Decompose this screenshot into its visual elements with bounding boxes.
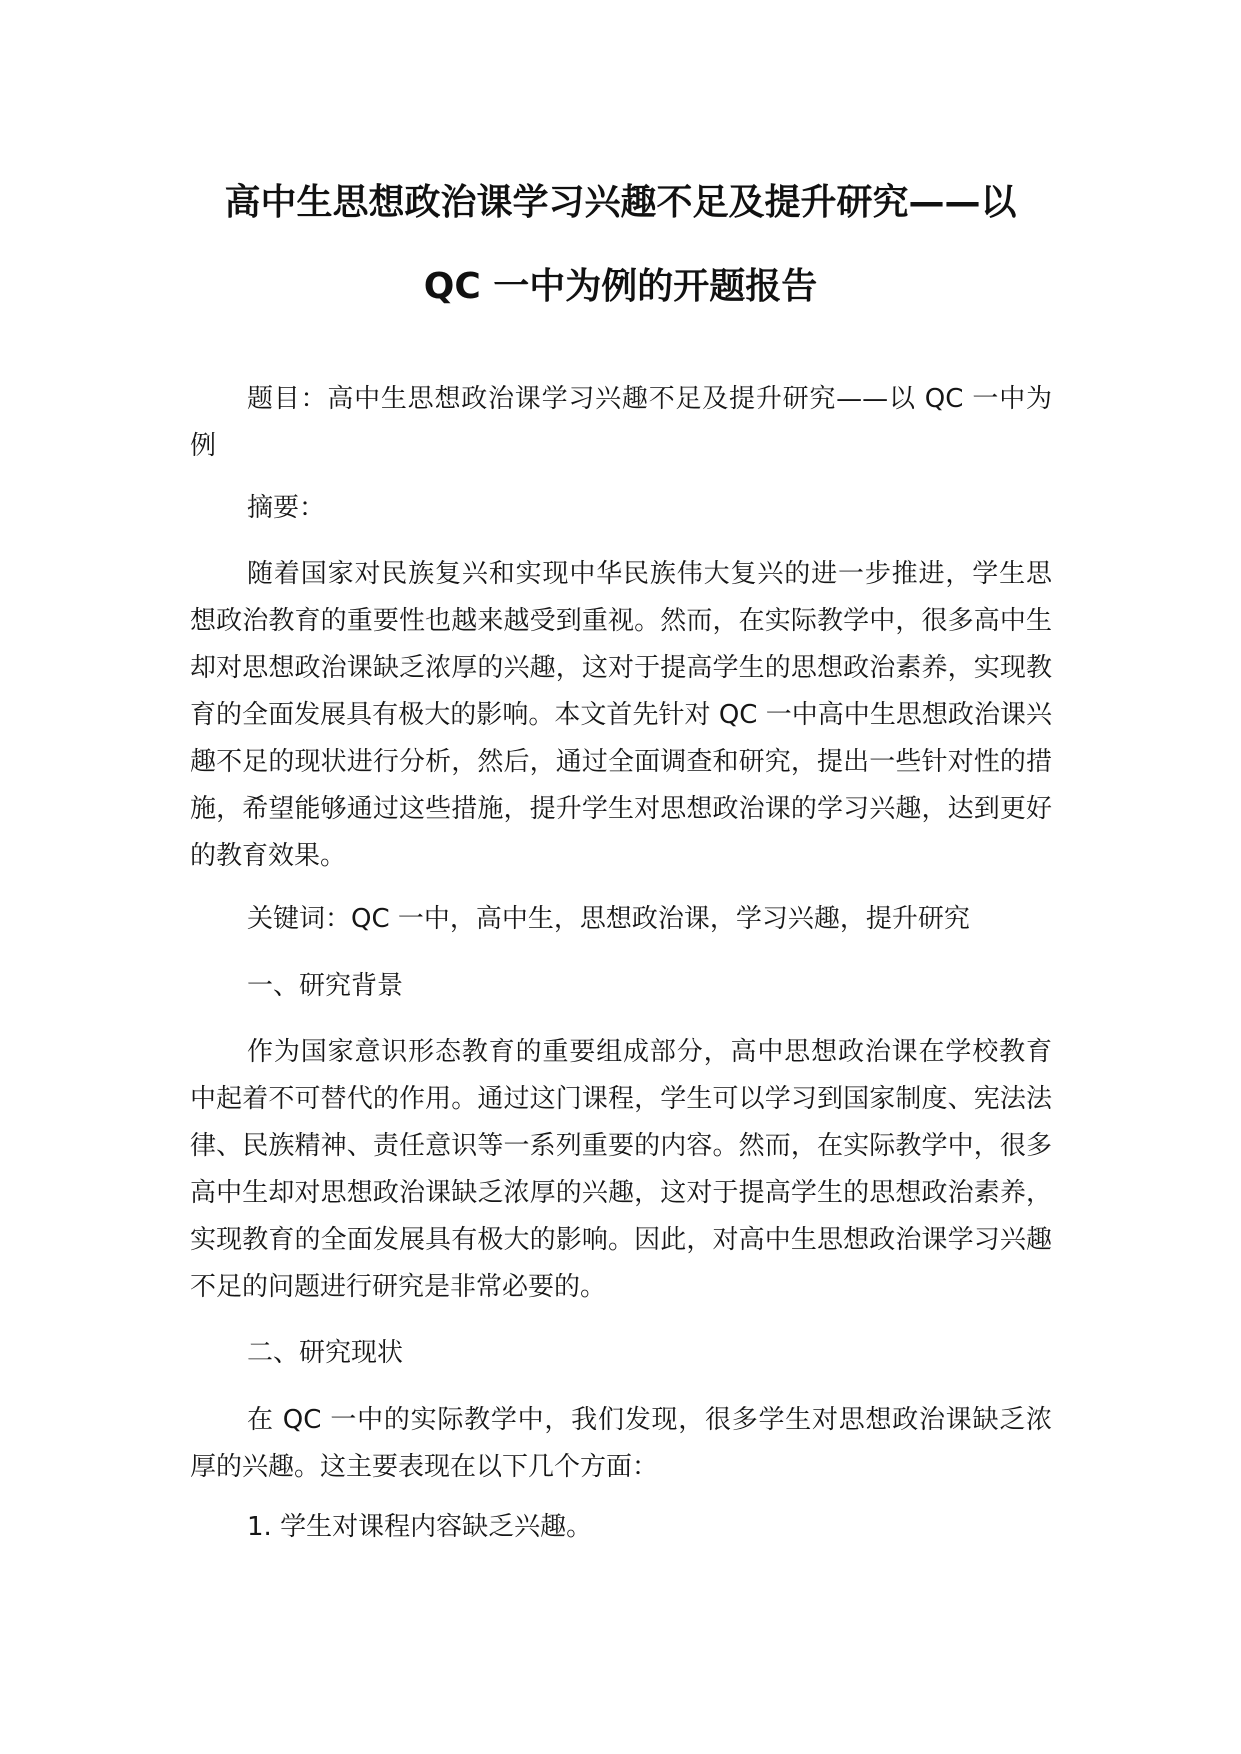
keywords-paragraph: 关键词：QC 一中，高中生，思想政治课，学习兴趣，提升研究 — [247, 904, 970, 934]
abstract-label: 摘要： — [247, 493, 326, 523]
section-2-heading: 二、研究现状 — [247, 1338, 404, 1368]
topic-paragraph: 题目：高中生思想政治课学习兴趣不足及提升研究——以 QC 一中为例 — [190, 384, 1052, 461]
section-1-heading: 一、研究背景 — [247, 971, 404, 1001]
section-1-paragraph: 作为国家意识形态教育的重要组成部分，高中思想政治课在学校教育中起着不可替代的作用。通过这门课程，学生可以学习到国家制度、宪法法律、民族精神、责任意识等一系列重要的内容。然而，在实际教学中，很多高中生却对思想政治课缺乏浓厚的兴趣，这对于提高学生的思想政治素养，实现教育的全面发展具有极大的影响。因此，对高中生思想政治课学习兴趣不足的问题进行研究是非常必要的。 — [190, 1037, 1052, 1302]
abstract-paragraph: 随着国家对民族复兴和实现中华民族伟大复兴的进一步推进，学生思想政治教育的重要性也越来越受到重视。然而，在实际教学中，很多高中生却对思想政治课缺乏浓厚的兴趣，这对于提高学生的思想政治素养，实现教育的全面发展具有极大的影响。本文首先针对 QC 一中高中生思想政治课兴趣不足的现状进行分析，然后，通过全面调查和研究，提出一些针对性的措施，希望能够通过这些措施，提升学生对思想政治课的学习兴趣，达到更好的教育效果。 — [190, 559, 1052, 871]
document-title-line-1: 高中生思想政治课学习兴趣不足及提升研究——以 — [224, 182, 1017, 223]
document-title-line-2: QC 一中为例的开题报告 — [423, 266, 818, 307]
list-item-1: 1. 学生对课程内容缺乏兴趣。 — [247, 1512, 593, 1542]
section-2-paragraph: 在 QC 一中的实际教学中，我们发现，很多学生对思想政治课缺乏浓厚的兴趣。这主要表现在以下几个方面： — [190, 1405, 1052, 1482]
